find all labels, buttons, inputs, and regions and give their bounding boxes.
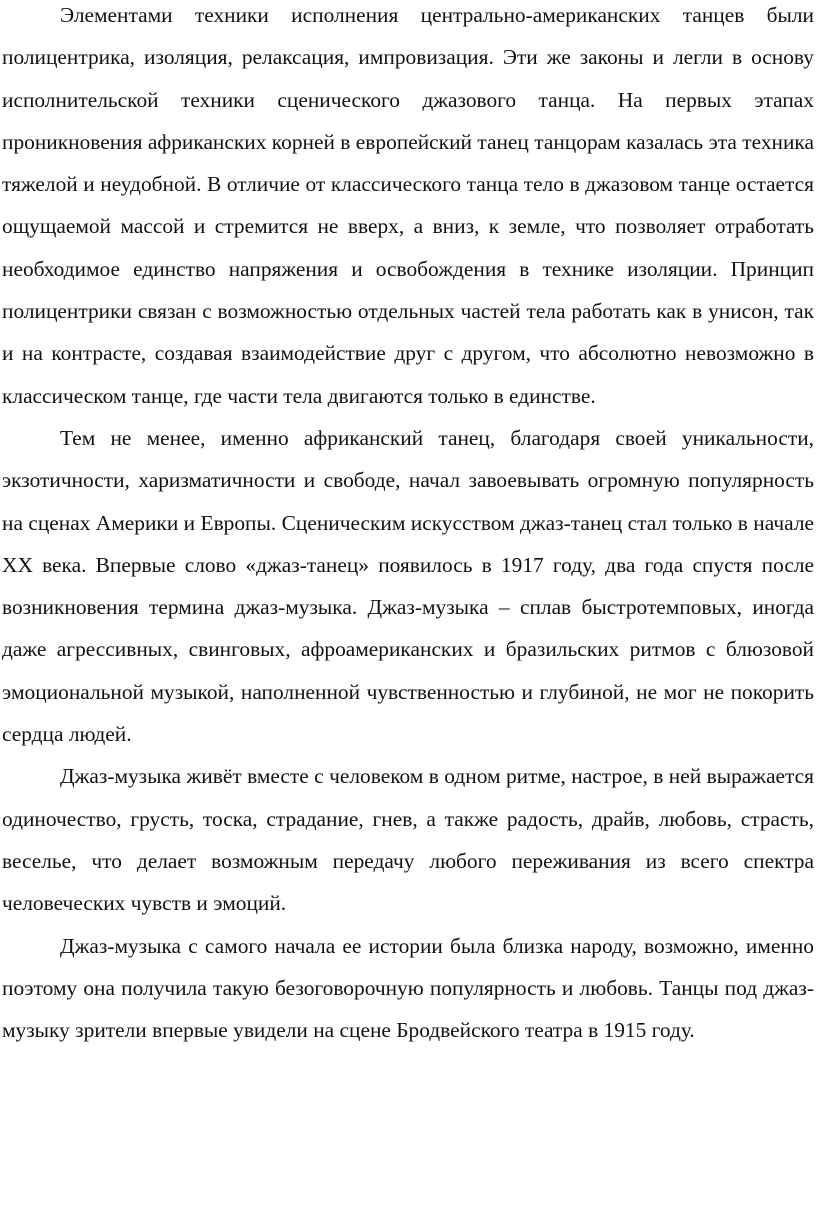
paragraph-dance-technique: Элементами техники исполнения центрально-американских танцев были полицентрика, изоляция, релаксация, импровизация. Эти же законы и легли в основу исполнительской техники сценического джазового танца. На первых этапах проникновения африканских корней в европейский танец танцорам казалась эта техника тяжелой и неудобной. В отличие от классического танца тело в джазовом танце остается ощущаемой массой и стремится не вверх, а вниз, к земле, что позволяет отработать необходимое единство напряжения и освобождения в технике изоляции. Принцип полицентрики связан с возможностью отдельных частей тела работать как в унисон, так и на контрасте, создавая взаимодействие друг с другом, что абсолютно невозможно в классическом танце, где части тела двигаются только в единстве. <box>2 3 814 408</box>
paragraph-jazz-history: Джаз-музыка с самого начала ее истории была близка народу, возможно, именно поэтому она получила такую безоговорочную популярность и любовь. Танцы под джаз-музыку зрители впервые увидели на сцене Бродвейского театра в 1915 году. <box>2 933 814 1043</box>
paragraph-african-dance-popularity: Тем не менее, именно африканский танец, благодаря своей уникальности, экзотичности, харизматичности и свободе, начал завоевывать огромную популярность на сценах Америки и Европы. Сценическим искусством джаз-танец стал только в начале XX века. Впервые слово «джаз-танец» появилось в 1917 году, два года спустя после возникновения термина джаз-музыка. Джаз-музыка – сплав быстротемповых, иногда даже агрессивных, свинговых, афроамериканских и бразильских ритмов с блюзовой эмоциональной музыкой, наполненной чувственностью и глубиной, не мог не покорить сердца людей. <box>2 425 814 747</box>
paragraph-jazz-emotions: Джаз-музыка живёт вместе с человеком в одном ритме, настрое, в ней выражается одиночество, грусть, тоска, страдание, гнев, а также радость, драйв, любовь, страсть, веселье, что делает возможным передачу любого переживания из всего спектра человеческих чувств и эмоций. <box>2 764 814 916</box>
